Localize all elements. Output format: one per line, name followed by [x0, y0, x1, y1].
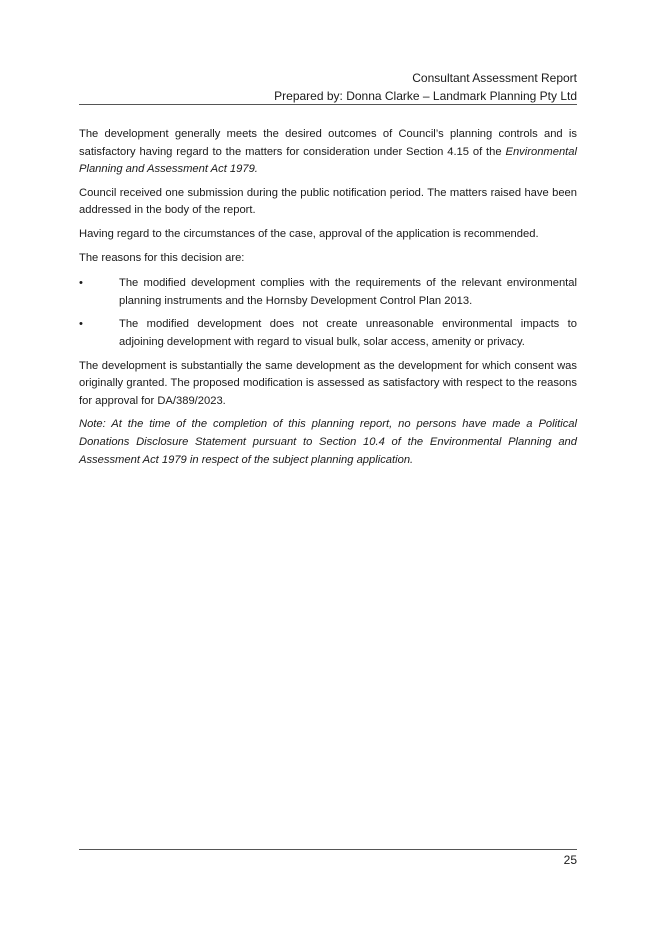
page-header [79, 69, 577, 105]
report-body [79, 126, 577, 475]
reason-item [79, 316, 577, 351]
reason-text: The modified development does not create unreasonable environmental impacts to adjoining development with regard to visual bulk, solar access, amenity or privacy. [119, 318, 577, 348]
conclusion-paragraph [79, 126, 577, 179]
prepared-by: Prepared by: Donna Clarke – Landmark Planning Pty Ltd [274, 89, 577, 103]
reasons-list [79, 275, 577, 351]
bullet-marker: • [79, 318, 83, 331]
substantially-same-paragraph: The development is substantially the same development as the development for which consent was originally granted. The proposed modification is assessed as satisfactory with respect to the reasons for approval for DA/389/2023. [79, 359, 577, 407]
report-title: Consultant Assessment Report [412, 71, 577, 85]
footer-divider [79, 849, 577, 850]
act-citation: Environmental Planning and Assessment Act 1979. [79, 145, 577, 176]
conclusion-text: The development generally meets the desired outcomes of Council’s planning controls and is satisfactory having regard to the matters for consideration under Section 4.15 of the [79, 128, 577, 158]
submission-paragraph: Council received one submission during the public notification period. The matters raised have been addressed in the body of the report. [79, 186, 577, 217]
header-divider [79, 104, 577, 105]
reasons-intro: The reasons for this decision are: [79, 251, 245, 264]
page-number: 25 [563, 853, 577, 867]
bullet-marker: • [79, 277, 83, 290]
reason-item [79, 275, 577, 310]
recommendation-paragraph: Having regard to the circumstances of the case, approval of the application is recommended. [79, 227, 539, 240]
reason-text: The modified development complies with the requirements of the relevant environmental planning instruments and the Hornsby Development Control Plan 2013. [119, 277, 577, 307]
political-donations-note: Note: At the time of the completion of this planning report, no persons have made a Political Donations Disclosure Statement pursuant to Section 10.4 of the Environmental Planning and Assessment Act 1979 in respect of the subject planning application. [79, 418, 577, 466]
